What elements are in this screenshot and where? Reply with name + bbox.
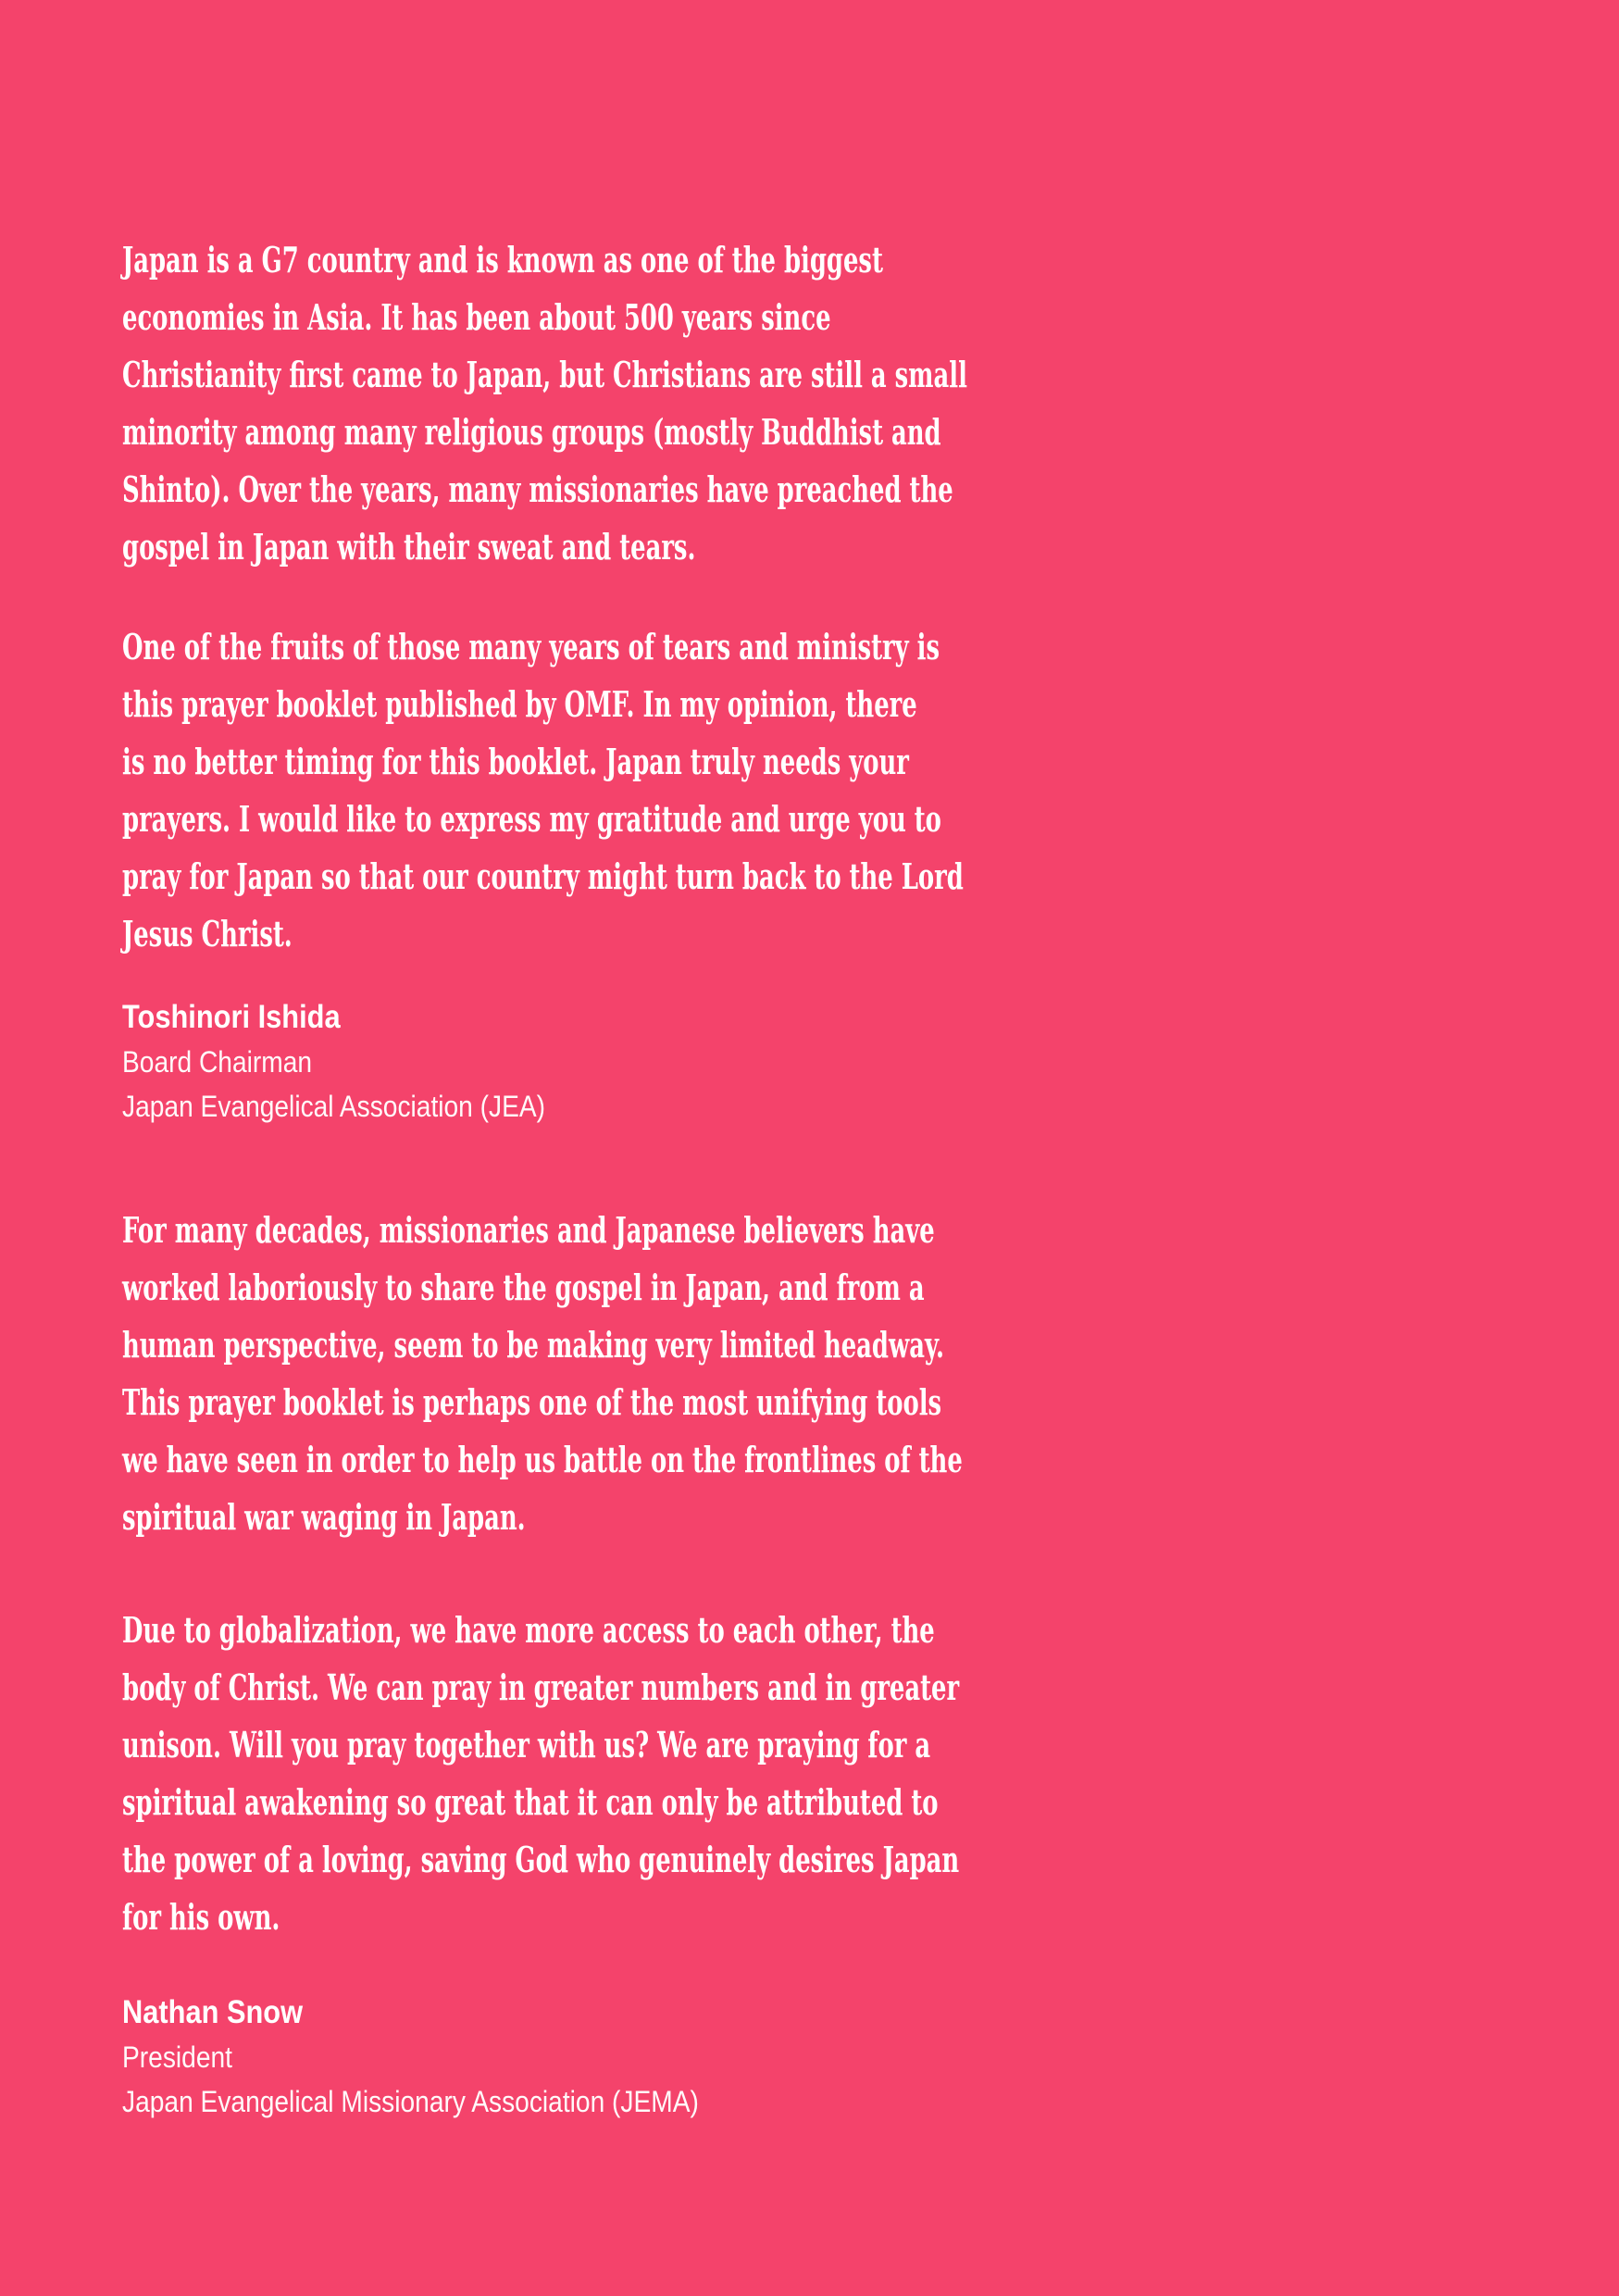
- paragraph: [122, 1202, 1140, 1546]
- quote-line: this prayer booklet published by OMF. In my opinion, there: [122, 683, 917, 725]
- quote-line: body of Christ. We can pray in greater numbers and in greater: [122, 1666, 960, 1708]
- paragraph: [122, 618, 1140, 963]
- signature-block: [122, 1990, 1439, 2124]
- quote-line: worked laboriously to share the gospel in Japan, and from a: [122, 1267, 925, 1308]
- paragraph: [122, 1602, 1140, 1946]
- quote-line: spiritual war waging in Japan.: [122, 1496, 526, 1538]
- signature-title: Board Chairman: [122, 1045, 313, 1079]
- quote-line: for his own.: [122, 1896, 280, 1938]
- quote-line: the power of a loving, saving God who genuinely desires Japan: [122, 1839, 960, 1880]
- quote-line: we have seen in order to help us battle on the frontlines of the: [122, 1439, 963, 1480]
- quote-line: Christianity first came to Japan, but Christians are still a small: [122, 354, 967, 395]
- quote-line: For many decades, missionaries and Japanese believers have: [122, 1209, 935, 1251]
- quote-line: pray for Japan so that our country might turn back to the Lord: [122, 855, 964, 897]
- quote-line: minority among many religious groups (mostly Buddhist and: [122, 411, 941, 453]
- signature-title: President: [122, 2040, 232, 2074]
- signature-name: Toshinori Ishida: [122, 999, 341, 1035]
- quote-line: gospel in Japan with their sweat and tears.: [122, 526, 696, 568]
- paragraph: [122, 231, 1140, 576]
- quote-line: Japan is a G7 country and is known as one of the biggest: [122, 239, 883, 281]
- signature-organization: Japan Evangelical Missionary Association (JEMA): [122, 2085, 699, 2118]
- quote-line: is no better timing for this booklet. Japan truly needs your: [122, 741, 909, 782]
- signature-block: [122, 995, 1439, 1129]
- signature-name: Nathan Snow: [122, 1994, 304, 2030]
- quote-line: spiritual awakening so great that it can only be attributed to: [122, 1781, 939, 1823]
- quote-line: human perspective, seem to be making very limited headway.: [122, 1324, 945, 1366]
- quote-line: This prayer booklet is perhaps one of the most unifying tools: [122, 1381, 942, 1423]
- quote-line: Due to globalization, we have more access to each other, the: [122, 1609, 935, 1651]
- quote-line: economies in Asia. It has been about 500 years since: [122, 296, 831, 338]
- signature-organization: Japan Evangelical Association (JEA): [122, 1090, 546, 1123]
- quote-line: unison. Will you pray together with us? We are praying for a: [122, 1724, 931, 1766]
- endorsement-section-1: [122, 231, 1619, 1129]
- quote-line: prayers. I would like to express my gratitude and urge you to: [122, 798, 941, 840]
- quote-line: Shinto). Over the years, many missionaries have preached the: [122, 468, 953, 510]
- endorsement-section-2: [122, 1202, 1619, 2124]
- quote-line: Jesus Christ.: [122, 913, 293, 955]
- quote-line: One of the fruits of those many years of tears and ministry is: [122, 626, 940, 668]
